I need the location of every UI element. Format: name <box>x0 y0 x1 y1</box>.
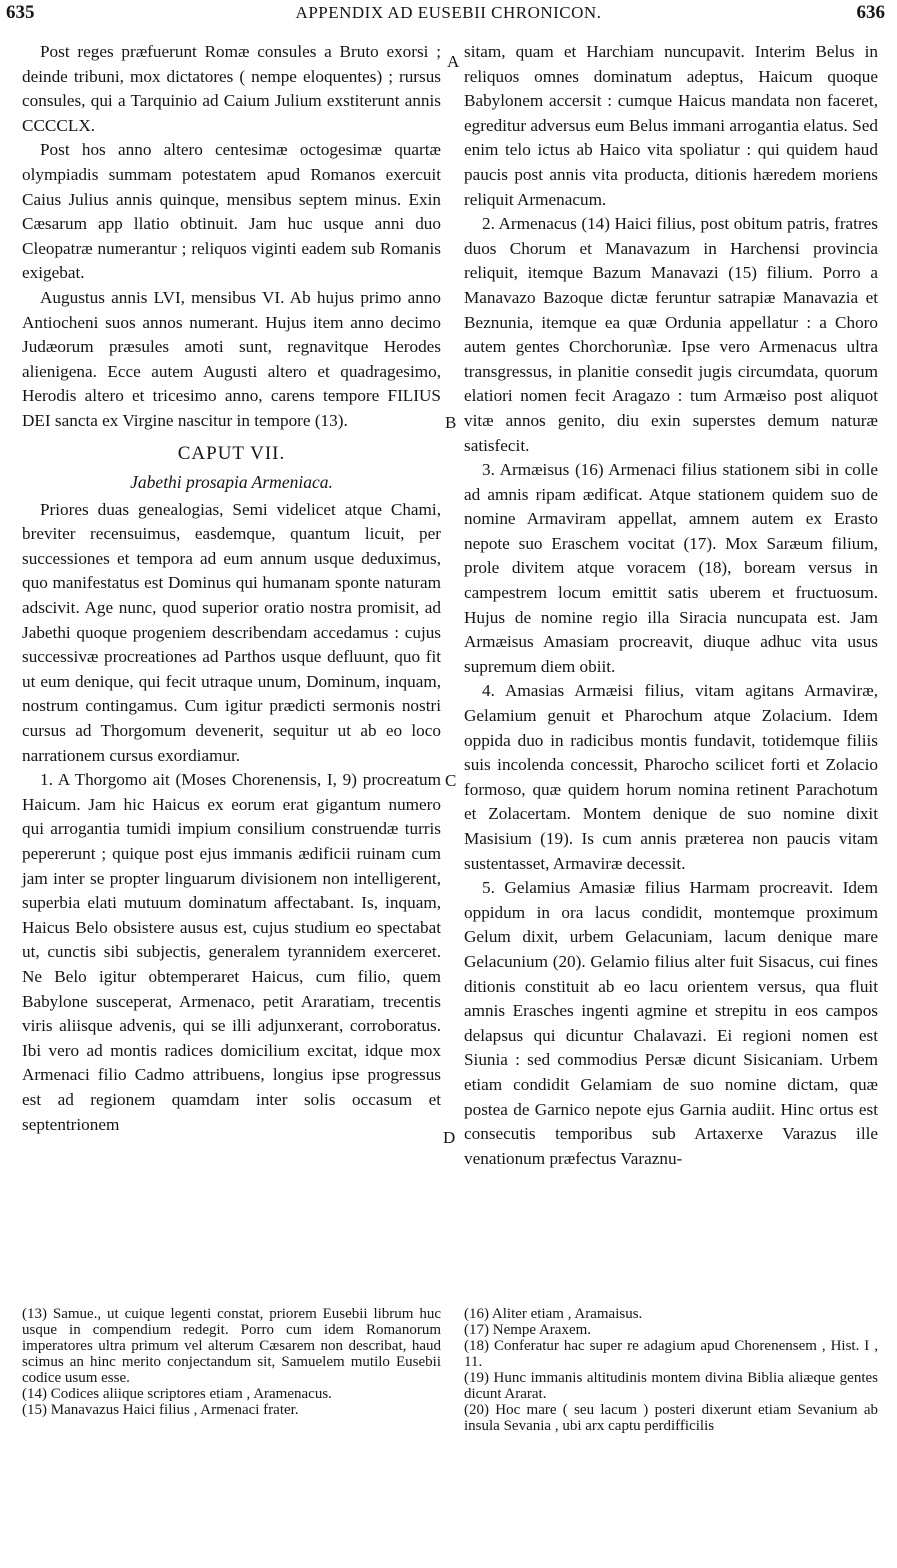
footnotes-left <box>22 1306 441 1418</box>
footnote: (15) Manavazus Haici filius , Armenaci frater. <box>22 1402 299 1418</box>
paragraph: 4. Amasias Armæisi filius, vitam agitans Armaviræ, Gelamium genuit et Pharochum atque Zolacium. Idem oppida duo in radicibus montis fundavit, totidemque filiis suis incolenda concessit, Pharocho scilicet forti et Zolacio formoso, quæ quidem horum nomina retinent Parachotum et Zolacertam. Montem denique de suo nomine dixit Masisium (19). Is cum annis præterea non paucis vitam sustentasset, Armaviræ decessit. <box>464 681 878 873</box>
paragraph: sitam, quam et Harchiam nuncupavit. Interim Belus in reliquos omnes dominatum adeptus, Haicum quoque Babylonem accersit : cumque Haicus mandata non faceret, egreditur adversus eum Belus immani arrogantia elatus. Sed enim telo ictus ab Haico vita spoliatur : qui quidem haud paucis post annis vita producta, ditionis hæredem moriens reliquit Armenacum. <box>464 42 878 209</box>
footnote: (14) Codices aliique scriptores etiam , Aramenacus. <box>22 1386 332 1402</box>
paragraph: Post hos anno altero centesimæ octogesimæ quartæ olympiadis summam potestatem apud Romanos exercuit Caius Julius annis quinque, mensibus septem minus. Exin Cæsarum app llatio obtinuit. Jam huc usque anni duo Cleopatræ numerantur ; reliquos viginti eadem sub Romanis exigebat. <box>22 140 441 283</box>
footnote: (13) Samue., ut cuique legenti constat, priorem Eusebii librum huc usque in compendium redegit. Porro cum idem Romanorum imperatores ultra primum vel alterum Cæsarem non describat, haud scimus an hinc merito conjectandum sit, Samuelem mutilo Eusebii codice usum esse. <box>22 1306 441 1386</box>
left-column <box>22 40 441 1137</box>
footnotes-right <box>464 1306 878 1434</box>
margin-marker-b: B <box>445 413 457 432</box>
footnote: (18) Conferatur hac super re adagium apud Chorenensem , Hist. I , 11. <box>464 1338 878 1370</box>
paragraph: 1. A Thorgomo ait (Moses Chorenensis, I, 9) procreatum Haicum. Jam hic Haicus ex eorum erat gigantum numero qui arrogantia tumidi impium consilium construendæ turris pepererunt ; quique post ejus immanis ædificii ruinam cum jam inter se propter linguarum divisionem non intelligerent, superbia elati mutuum dominatum affectabant. Is, inquam, Haicus Belo obsistere ausus est, cujus studium eo spectabat ut, cunctis sibi subjectis, generalem tyrannidem exerceret. Ne Belo igitur obtemperaret Haicus, cum filio, quem Babylone susceperat, Armenaco, petit Araratiam, trecentis viris aliisque advenis, qui se illi adjunxerant, corroboratus. Ibi vero ad montis radices domicilium excitat, idque mox Armenaci filio Cadmo attribuens, longius ipse progressus est ad regionem quamdam inter solis occasum et septentrionem <box>22 770 441 1134</box>
paragraph: 2. Armenacus (14) Haici filius, post obitum patris, fratres duos Chorum et Manavazum in Harchensi provincia reliquit, itemque Bazum Manavazi (15) filium. Porro a Manavazo Bazoque dictæ feruntur satrapiæ Manavazia et Beznunia, itemque ea quæ Ordunia appellatur : a Choro autem gentes Chorchorunìæ. Ipse vero Armenacus ultra transgressus, in planitie consedit jugis circumdata, quorum elatiori nomen fecit Aragazo : tum Armæiso post aliquot vitæ annos genito, diu exin superstes demum naturæ satisfecit. <box>464 214 878 455</box>
right-page-number: 636 <box>856 2 885 23</box>
running-title: APPENDIX AD EUSEBII CHRONICON. <box>295 3 602 22</box>
page-header <box>0 2 897 24</box>
footnote: (20) Hoc mare ( seu lacum ) posteri dixerunt etiam Sevanium ab insula Sevania , ubi arx captu perdifficilis <box>464 1402 878 1434</box>
margin-marker-a: A <box>447 52 460 71</box>
chapter-heading: CAPUT VII. <box>177 442 286 464</box>
footnote: (19) Hunc immanis altitudinis montem divina Biblia aliæque gentes dicunt Ararat. <box>464 1370 878 1402</box>
footnote: (16) Aliter etiam , Aramaisus. <box>464 1306 643 1322</box>
paragraph: 5. Gelamius Amasiæ filius Harmam procreavit. Idem oppidum in ora lacus condidit, montemque proximum Gelum dixit, urbem Gelacuniam, lacum denique mare Gelacunium (20). Gelamio filius alter fuit Sisacus, cui fines ditionis constituit ab eo lacu orientem versus, qua fluit amnis Erasches ingenti agmine et strepitu in eos campos delapsus qui dicuntur Chalavazi. Ei regioni nomen est Siunia : sed commodius Persæ dicunt Sisicaniam. Urbem etiam condidit Gelamiam de suo nomine dictam, quæ postea de Garnico nepote ejus Garnia audiit. Hinc ortus est consecutis temporibus sub Artaxerxe Varazus ille venationum præfectus Varaznu- <box>464 878 878 1168</box>
margin-marker-c: C <box>445 771 457 790</box>
right-column <box>464 40 878 1171</box>
margin-marker-d: D <box>443 1128 456 1147</box>
left-page-number: 635 <box>6 2 35 23</box>
paragraph: 3. Armæisus (16) Armenaci filius stationem sibi in colle ad amnis ripam ædificat. Atque stationem quidem suo de nomine Armaviram appellat, amnem autem ex Erasto nepote suo Eraschem vocitat (17). Mox Saræum filium, prole divitem atque voracem (18), boream versus in campestrem locum emittit satis uberem et fructuosum. Hujus de nomine regio illa Siracia nuncupata est. Jam Armæisus Amasiam procreavit, diuque adhuc vita usus supremum diem obiit. <box>464 460 878 676</box>
paragraph: Post reges præfuerunt Romæ consules a Bruto exorsi ; deinde tribuni, mox dictatores ( nempe eloquentes) ; rursus consules, qui a Tarquinio ad Caium Julium exstiterunt annis CCCCLX. <box>22 42 441 135</box>
paragraph: Priores duas genealogias, Semi videlicet atque Chami, breviter recensuimus, easdemque, quantum licuit, per successiones et tempora ad eum annum usque deduximus, quo manifestatus est Dominus qui humanam sponte naturam adscivit. Age nunc, quod superior oratio nostra promisit, ad Jabethi quoque progeniem describendam accedamus : cujus successivæ procreationes ad Parthos usque defluunt, quo fit ut eum denique, qui fecit utraque unum, Dominum, inquam, nostrum contingamus. Cum igitur prædicti sermonis nostri cursus ad Thorgomum devenerit, sequitur ut ab eo loco narrationem cursus exordiamur. <box>22 499 441 765</box>
paragraph: Augustus annis LVI, mensibus VI. Ab hujus primo anno Antiocheni suos annos numerant. Hujus item anno decimo Judæorum præsules amoti sunt, regnavitque Herodes alienigena. Ecce autem Augusti altero et quadragesimo, Herodis altero et tricesimo anno, carens tempore FILIUS DEI sancta ex Virgine nascitur in tempore (13). <box>22 287 441 430</box>
footnote: (17) Nempe Araxem. <box>464 1322 592 1338</box>
chapter-subtitle: Jabethi prosapia Armeniaca. <box>130 472 333 493</box>
